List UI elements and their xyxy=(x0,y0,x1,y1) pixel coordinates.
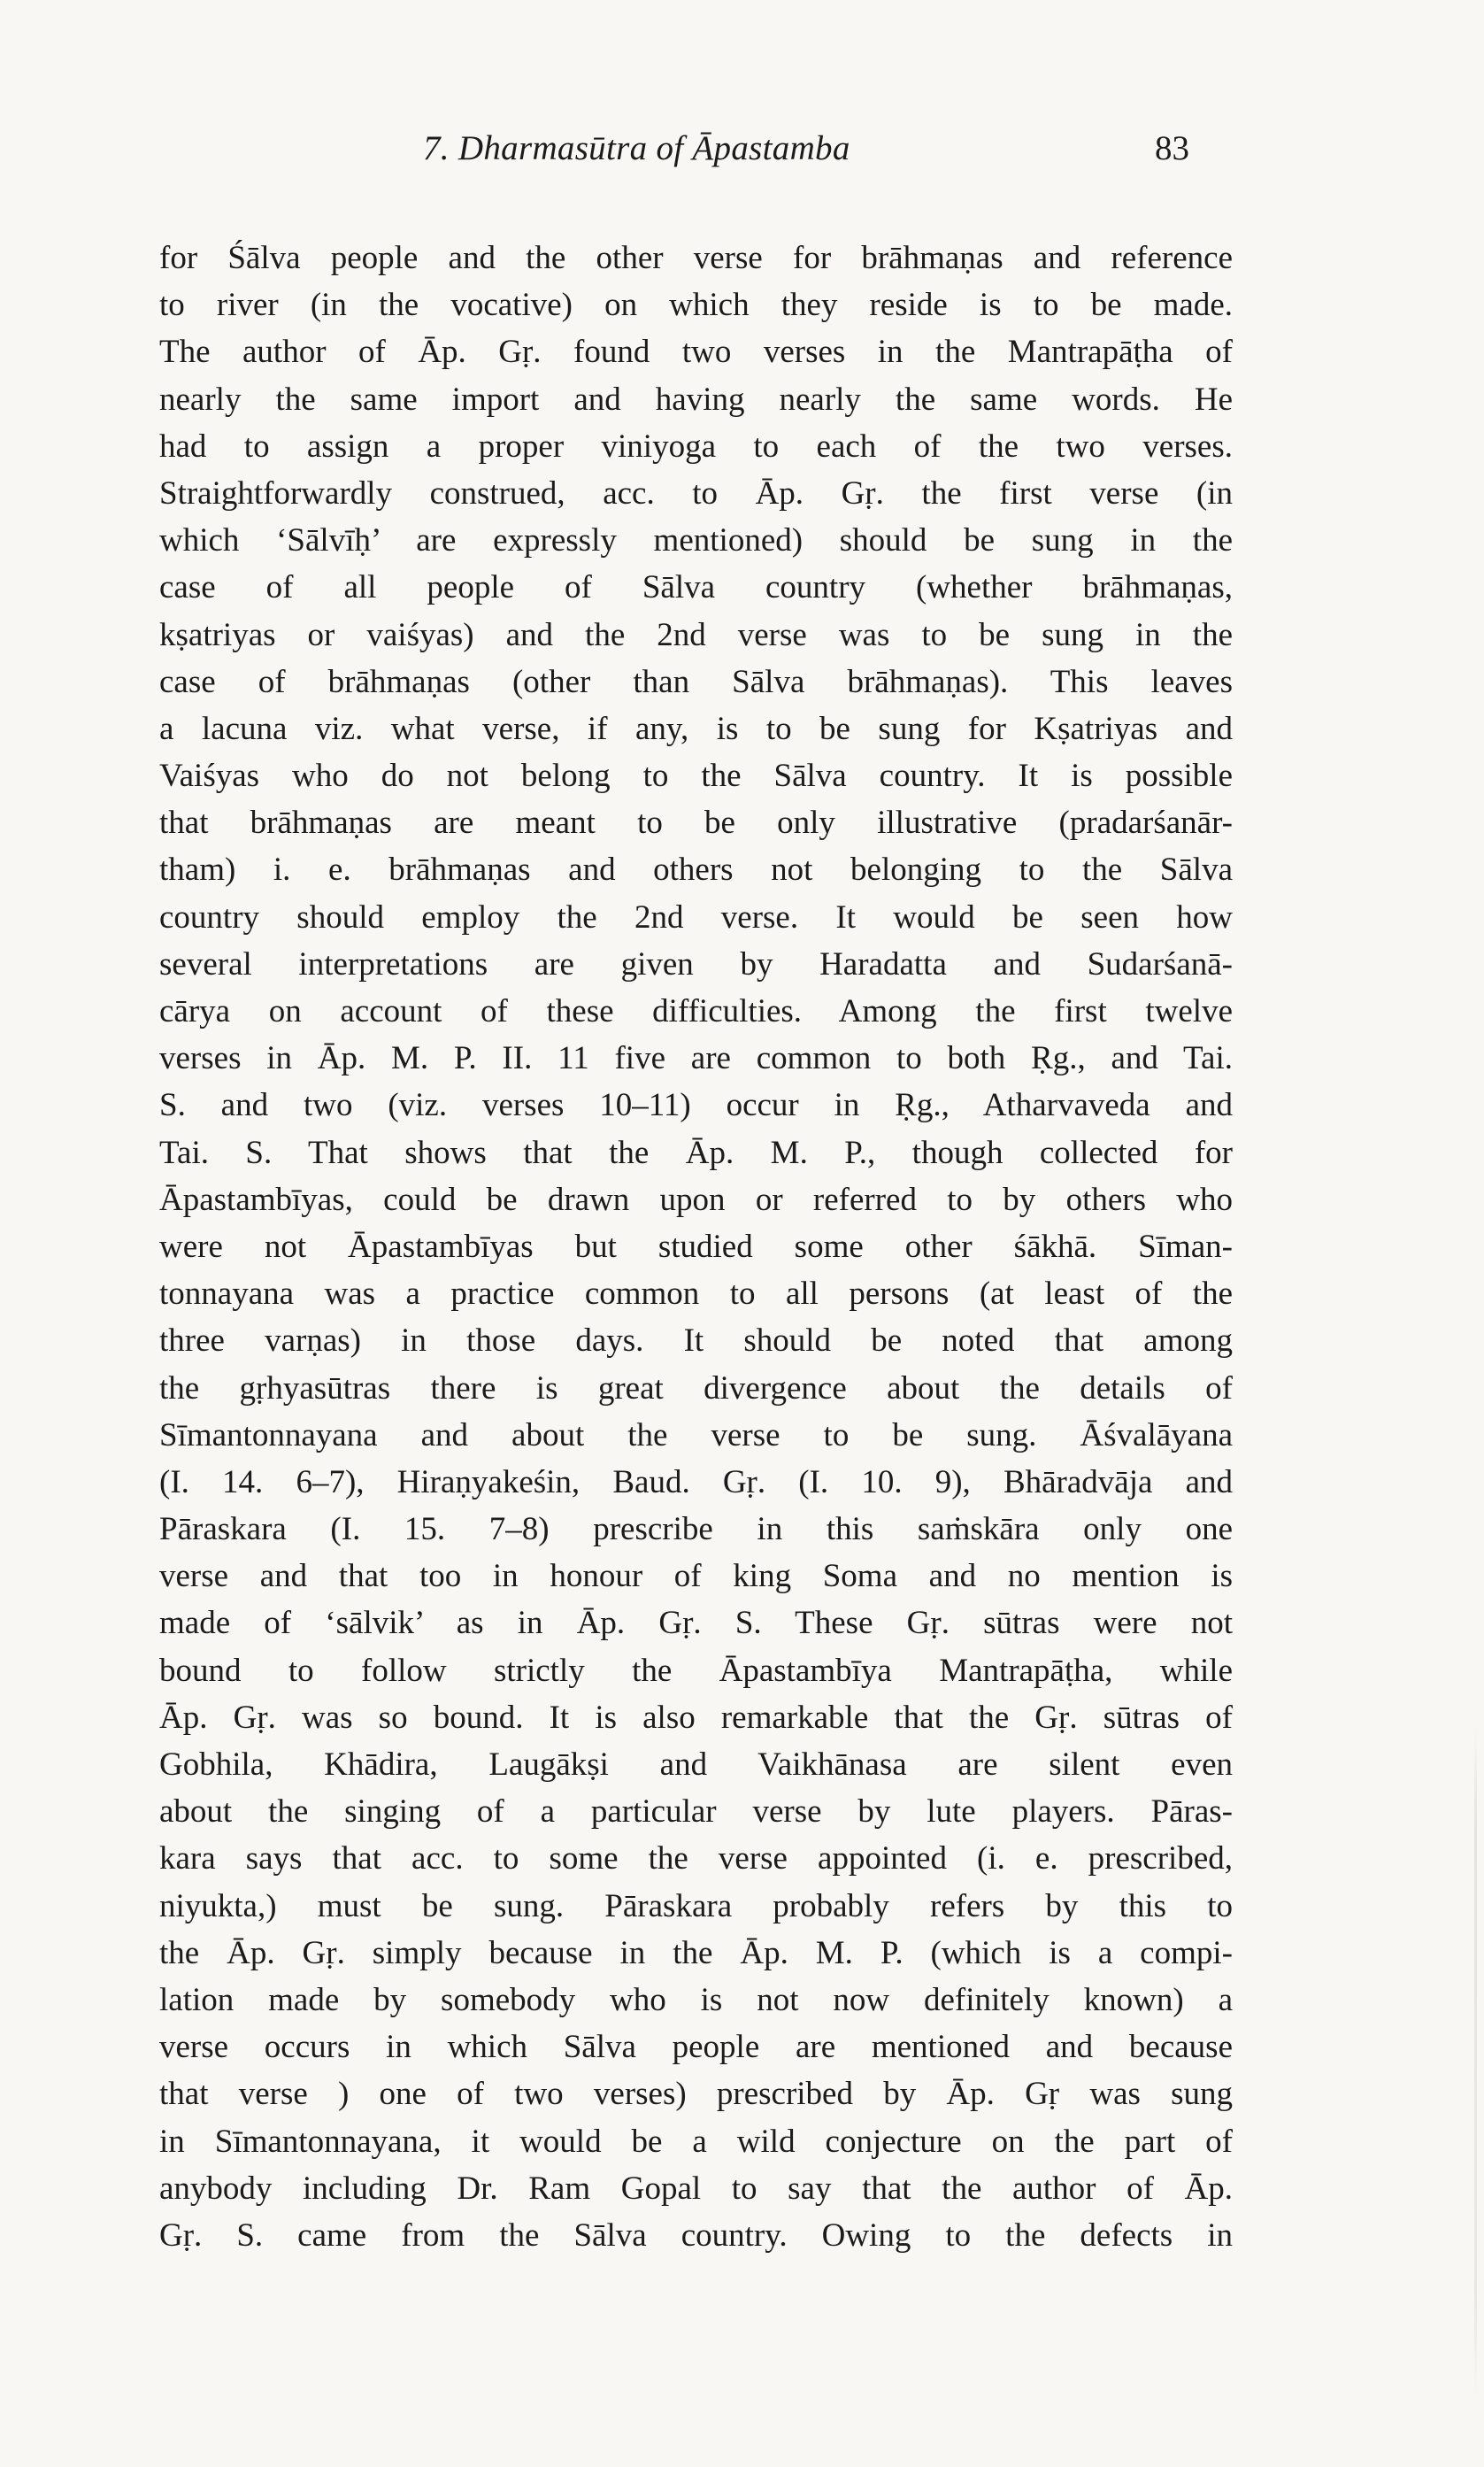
text-line: verses in Āp. M. P. II. 11 five are common to both Ṛg., and Tai. xyxy=(159,1040,1233,1077)
text-line: bound to follow strictly the Āpastambīya Mantrapāṭha, while xyxy=(159,1652,1233,1689)
text-line: kara says that acc. to some the verse appointed (i. e. prescribed, xyxy=(159,1840,1233,1877)
text-line: a lacuna viz. what verse, if any, is to be sung for Kṣatriyas and xyxy=(159,710,1233,747)
text-line: verse occurs in which Sālva people are mentioned and because xyxy=(159,2029,1233,2066)
text-line: were not Āpastambīyas but studied some other śākhā. Sīman- xyxy=(159,1228,1233,1265)
text-line: Āp. Gṛ. was so bound. It is also remarkable that the Gṛ. sūtras of xyxy=(159,1699,1233,1736)
page-number: 83 xyxy=(1155,129,1189,167)
text-line: Pāraskara (I. 15. 7–8) prescribe in this saṁskāra only one xyxy=(159,1511,1233,1548)
page-header xyxy=(0,128,1484,181)
text-line: tonnayana was a practice common to all persons (at least of the xyxy=(159,1276,1233,1313)
text-line: S. and two (viz. verses 10–11) occur in Ṛg., Atharvaveda and xyxy=(159,1087,1233,1124)
text-line: niyukta,) must be sung. Pāraskara probably refers by this to xyxy=(159,1887,1233,1924)
running-title: 7. Dharmasūtra of Āpastamba xyxy=(423,129,850,167)
text-line: lation made by somebody who is not now definitely known) a xyxy=(159,1981,1233,2018)
text-line: The author of Āp. Gṛ. found two verses in the Mantrapāṭha of xyxy=(159,334,1233,371)
text-line: Āpastambīyas, could be drawn upon or referred to by others who xyxy=(159,1181,1233,1218)
text-line: for Śālva people and the other verse for brāhmaṇas and reference xyxy=(159,240,1233,276)
text-line: case of all people of Sālva country (whether brāhmaṇas, xyxy=(159,569,1233,606)
text-line: (I. 14. 6–7), Hiraṇyakeśin, Baud. Gṛ. (I. 10. 9), Bhāradvāja and xyxy=(159,1463,1233,1500)
text-line: that verse ) one of two verses) prescribed by Āp. Gṛ was sung xyxy=(159,2076,1233,2113)
text-line: tham) i. e. brāhmaṇas and others not belonging to the Sālva xyxy=(159,852,1233,889)
text-line: Vaiśyas who do not belong to the Sālva country. It is possible xyxy=(159,758,1233,795)
text-line: cārya on account of these difficulties. Among the first twelve xyxy=(159,993,1233,1029)
text-line: case of brāhmaṇas (other than Sālva brāhmaṇas). This leaves xyxy=(159,663,1233,700)
text-line: which ‘Sālvīḥ’ are expressly mentioned) should be sung in the xyxy=(159,522,1233,559)
text-line: anybody including Dr. Ram Gopal to say that the author of Āp. xyxy=(159,2170,1233,2207)
text-line: kṣatriyas or vaiśyas) and the 2nd verse was to be sung in the xyxy=(159,616,1233,653)
text-line: verse and that too in honour of king Soma and no mention is xyxy=(159,1558,1233,1595)
text-line: that brāhmaṇas are meant to be only illustrative (pradarśanār- xyxy=(159,805,1233,842)
text-line: had to assign a proper viniyoga to each of the two verses. xyxy=(159,428,1233,465)
text-line: the Āp. Gṛ. simply because in the Āp. M. P. (which is a compi- xyxy=(159,1934,1233,1971)
text-line: in Sīmantonnayana, it would be a wild conjecture on the part of xyxy=(159,2123,1233,2160)
text-line: several interpretations are given by Haradatta and Sudarśanā- xyxy=(159,945,1233,983)
text-line: Gobhila, Khādira, Laugākṣi and Vaikhānasa are silent even xyxy=(159,1746,1233,1783)
text-line: Straightforwardly construed, acc. to Āp. Gṛ. the first verse (in xyxy=(159,474,1233,512)
scan-edge-shadow xyxy=(1474,1726,1477,2399)
text-line: three varṇas) in those days. It should be noted that among xyxy=(159,1322,1233,1360)
text-line: country should employ the 2nd verse. It would be seen how xyxy=(159,898,1233,936)
text-line: about the singing of a particular verse by lute players. Pāras- xyxy=(159,1793,1233,1831)
text-line: the gṛhyasūtras there is great divergence about the details of xyxy=(159,1369,1233,1407)
text-line: to river (in the vocative) on which they reside is to be made. xyxy=(159,287,1233,324)
text-line: made of ‘sālvik’ as in Āp. Gṛ. S. These Gṛ. sūtras were not xyxy=(159,1605,1233,1642)
text-line: nearly the same import and having nearly the same words. He xyxy=(159,381,1233,418)
text-line: Gṛ. S. came from the Sālva country. Owing to the defects in xyxy=(159,2216,1233,2254)
text-line: Sīmantonnayana and about the verse to be sung. Āśvalāyana xyxy=(159,1416,1233,1453)
text-line: Tai. S. That shows that the Āp. M. P., though collected for xyxy=(159,1134,1233,1171)
body-text xyxy=(159,235,1233,2259)
